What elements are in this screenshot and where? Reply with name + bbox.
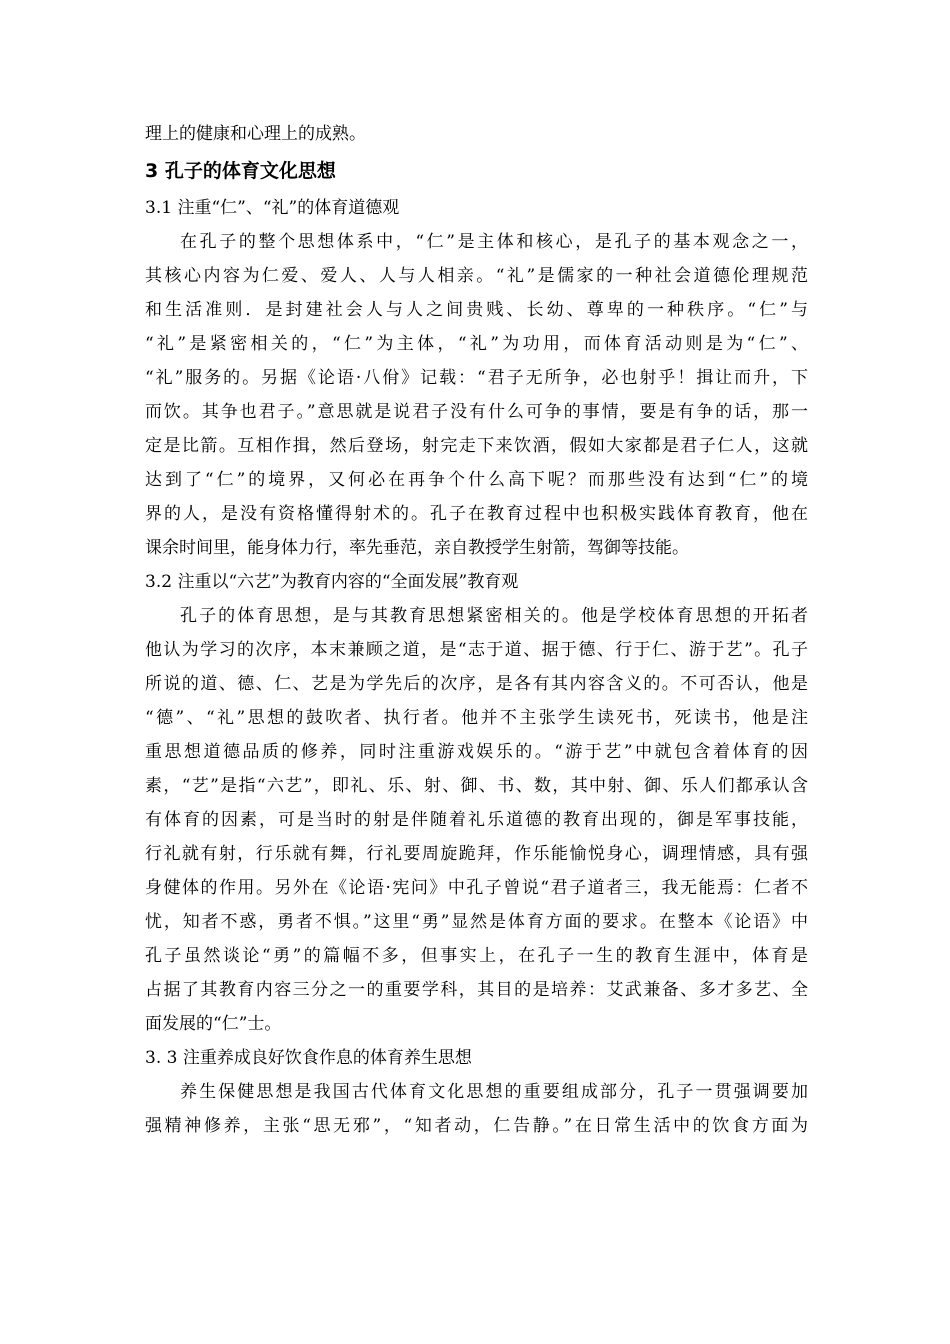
document-page bbox=[145, 117, 808, 1143]
paragraph-line: 课余时间里，能身体力行，率先垂范，亲自教授学生射箭，驾御等技能。 bbox=[145, 538, 689, 558]
subsection-title-3-1: 3.1 注重“仁”、“礼”的体育道德观 bbox=[145, 198, 400, 218]
paragraph-line: 在孔子的整个思想体系中，“仁”是主体和核心，是孔子的基本观念之一， bbox=[180, 232, 808, 252]
paragraph-line: 界的人，是没有资格懂得射术的。孔子在教育过程中也积极实践体育教育，他在 bbox=[145, 504, 808, 524]
intro-line: 理上的健康和心理上的成熟。 bbox=[145, 124, 366, 144]
subsection-title-3-3: 3. 3 注重养成良好饮食作息的体育养生思想 bbox=[145, 1048, 472, 1068]
paragraph-line: 素，“艺”是指“六艺”，即礼、乐、射、御、书、数，其中射、御、乐人们都承认含 bbox=[145, 776, 808, 796]
section-heading: 3 孔子的体育文化思想 bbox=[145, 160, 336, 182]
paragraph-line: 身健体的作用。另外在《论语·宪问》中孔子曾说“君子道者三，我无能焉：仁者不 bbox=[145, 878, 808, 898]
paragraph-line: 有体育的因素，可是当时的射是伴随着礼乐道德的教育出现的，御是军事技能， bbox=[145, 810, 808, 830]
paragraph-line: “德”、“礼”思想的鼓吹者、执行者。他并不主张学生读死书，死读书，他是注 bbox=[145, 708, 808, 728]
paragraph-line: 养生保健思想是我国古代体育文化思想的重要组成部分，孔子一贯强调要加 bbox=[180, 1082, 808, 1102]
paragraph-line: 和生活准则．是封建社会人与人之间贵贱、长幼、尊卑的一种秩序。“仁”与 bbox=[145, 300, 808, 320]
paragraph-line: “礼”服务的。另据《论语·八佾》记载：“君子无所争，必也射乎！揖让而升，下 bbox=[145, 368, 808, 388]
paragraph-line: 所说的道、德、仁、艺是为学先后的次序，是各有其内容含义的。不可否认，他是 bbox=[145, 674, 808, 694]
paragraph-line: 定是比箭。互相作揖，然后登场，射完走下来饮酒，假如大家都是君子仁人，这就 bbox=[145, 436, 808, 456]
paragraph-line: 孔子的体育思想，是与其教育思想紧密相关的。他是学校体育思想的开拓者 bbox=[180, 606, 808, 626]
paragraph-line: 占据了其教育内容三分之一的重要学科，其目的是培养：艾武兼备、多才多艺、全 bbox=[145, 980, 808, 1000]
paragraph-line: 他认为学习的次序，本末兼顾之道，是“志于道、据于德、行于仁、游于艺”。孔子 bbox=[145, 640, 808, 660]
subsection-title-3-2: 3.2 注重以“六艺”为教育内容的“全面发展”教育观 bbox=[145, 572, 519, 592]
paragraph-line: 重思想道德品质的修养，同时注重游戏娱乐的。“游于艺”中就包含着体育的因 bbox=[145, 742, 808, 762]
paragraph-line: 强精神修养，主张“思无邪”，“知者动，仁告静。”在日常生活中的饮食方面为 bbox=[145, 1116, 808, 1136]
paragraph-line: “礼”是紧密相关的，“仁”为主体，“礼”为功用，而体育活动则是为“仁”、 bbox=[145, 334, 808, 354]
paragraph-line: 而饮。其争也君子。”意思就是说君子没有什么可争的事情，要是有争的话，那一 bbox=[145, 402, 808, 422]
paragraph-line: 忧，知者不惑，勇者不惧。”这里“勇”显然是体育方面的要求。在整本《论语》中 bbox=[145, 912, 808, 932]
paragraph-line: 面发展的“仁”士。 bbox=[145, 1014, 282, 1034]
paragraph-line: 达到了“仁”的境界，又何必在再争个什么高下呢？而那些没有达到“仁”的境 bbox=[145, 470, 808, 490]
paragraph-line: 孔子虽然谈论“勇”的篇幅不多，但事实上，在孔子一生的教育生涯中，体育是 bbox=[145, 946, 808, 966]
paragraph-line: 行礼就有射，行乐就有舞，行礼要周旋跪拜，作乐能愉悦身心，调理情感，具有强 bbox=[145, 844, 808, 864]
paragraph-line: 其核心内容为仁爱、爱人、人与人相亲。“礼”是儒家的一种社会道德伦理规范 bbox=[145, 266, 808, 286]
